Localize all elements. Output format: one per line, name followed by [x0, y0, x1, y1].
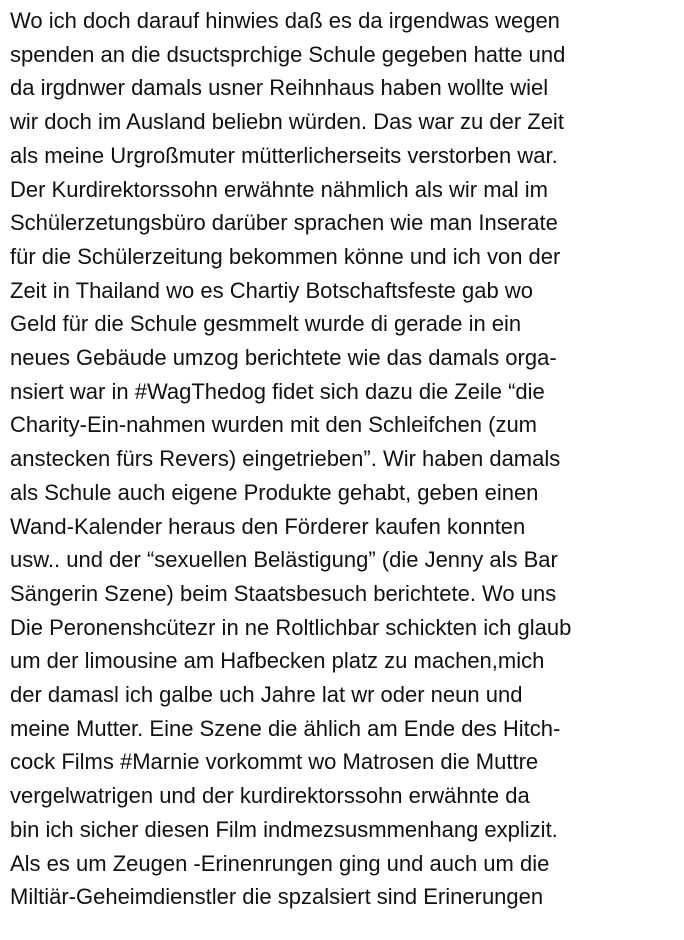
text-line: Geld für die Schule gesmmelt wurde di gerade in ein — [10, 311, 522, 337]
text-line: da irgdnwer damals usner Reihnhaus haben wollte wiel — [10, 75, 549, 101]
text-line: Sängerin Szene) beim Staatsbesuch berichtete. Wo uns — [10, 580, 557, 606]
text-line: der damasl ich galbe uch Jahre lat wr oder neun und — [10, 682, 523, 708]
text-line: als Schule auch eigene Produkte gehabt, geben einen — [10, 479, 539, 505]
text-line: Schülerzetungsbüro darüber sprachen wie man Inserate — [10, 210, 558, 236]
text-line: anstecken fürs Revers) eingetrieben”. Wir haben damals — [10, 446, 561, 472]
text-line: Wo ich doch darauf hinwies daß es da irgendwas wegen — [10, 8, 560, 33]
body-text — [10, 4, 680, 914]
text-line: Wand-Kalender heraus den Förderer kaufen konnten — [10, 513, 526, 539]
text-line: als meine Urgroßmuter mütterlicherseits verstorben war. — [10, 142, 558, 168]
text-line: Als es um Zeugen -Erinenrungen ging und auch um die — [10, 850, 550, 876]
text-line: Charity-Ein-nahmen wurden mit den Schleifchen (zum — [10, 412, 538, 438]
text-line: für die Schülerzeitung bekommen könne und ich von der — [10, 243, 561, 269]
text-line: Miltiär-Geheimdienstler die spzalsiert sind Erinerungen — [10, 884, 544, 910]
text-line: meine Mutter. Eine Szene die ählich am Ende des Hitch- — [10, 715, 561, 741]
text-line: wir doch im Ausland beliebn würden. Das war zu der Zeit — [10, 109, 564, 135]
text-line: neues Gebäude umzog berichtete wie das damals orga- — [10, 345, 557, 371]
text-line: spenden an die dsuctsprchige Schule gegeben hatte und — [10, 41, 566, 67]
text-line: bin ich sicher diesen Film indmezsusmmenhang explizit. — [10, 816, 558, 842]
text-line: Der Kurdirektorssohn erwähnte nähmlich als wir mal im — [10, 176, 548, 202]
text-line: um der limousine am Hafbecken platz zu machen,mich — [10, 648, 545, 674]
text-line: vergelwatrigen und der kurdirektorssohn erwähnte da — [10, 783, 530, 809]
text-line: usw.. und der “sexuellen Belästigung” (die Jenny als Bar — [10, 547, 558, 573]
text-line: nsiert war in #WagThedog fidet sich dazu die Zeile “die — [10, 378, 545, 404]
text-line: Die Peronenshcütezr in ne Roltlichbar schickten ich glaub — [10, 614, 572, 640]
text-line: cock Films #Marnie vorkommt wo Matrosen die Muttre — [10, 749, 539, 775]
text-line: Zeit in Thailand wo es Chartiy Botschaftsfeste gab wo — [10, 277, 533, 303]
